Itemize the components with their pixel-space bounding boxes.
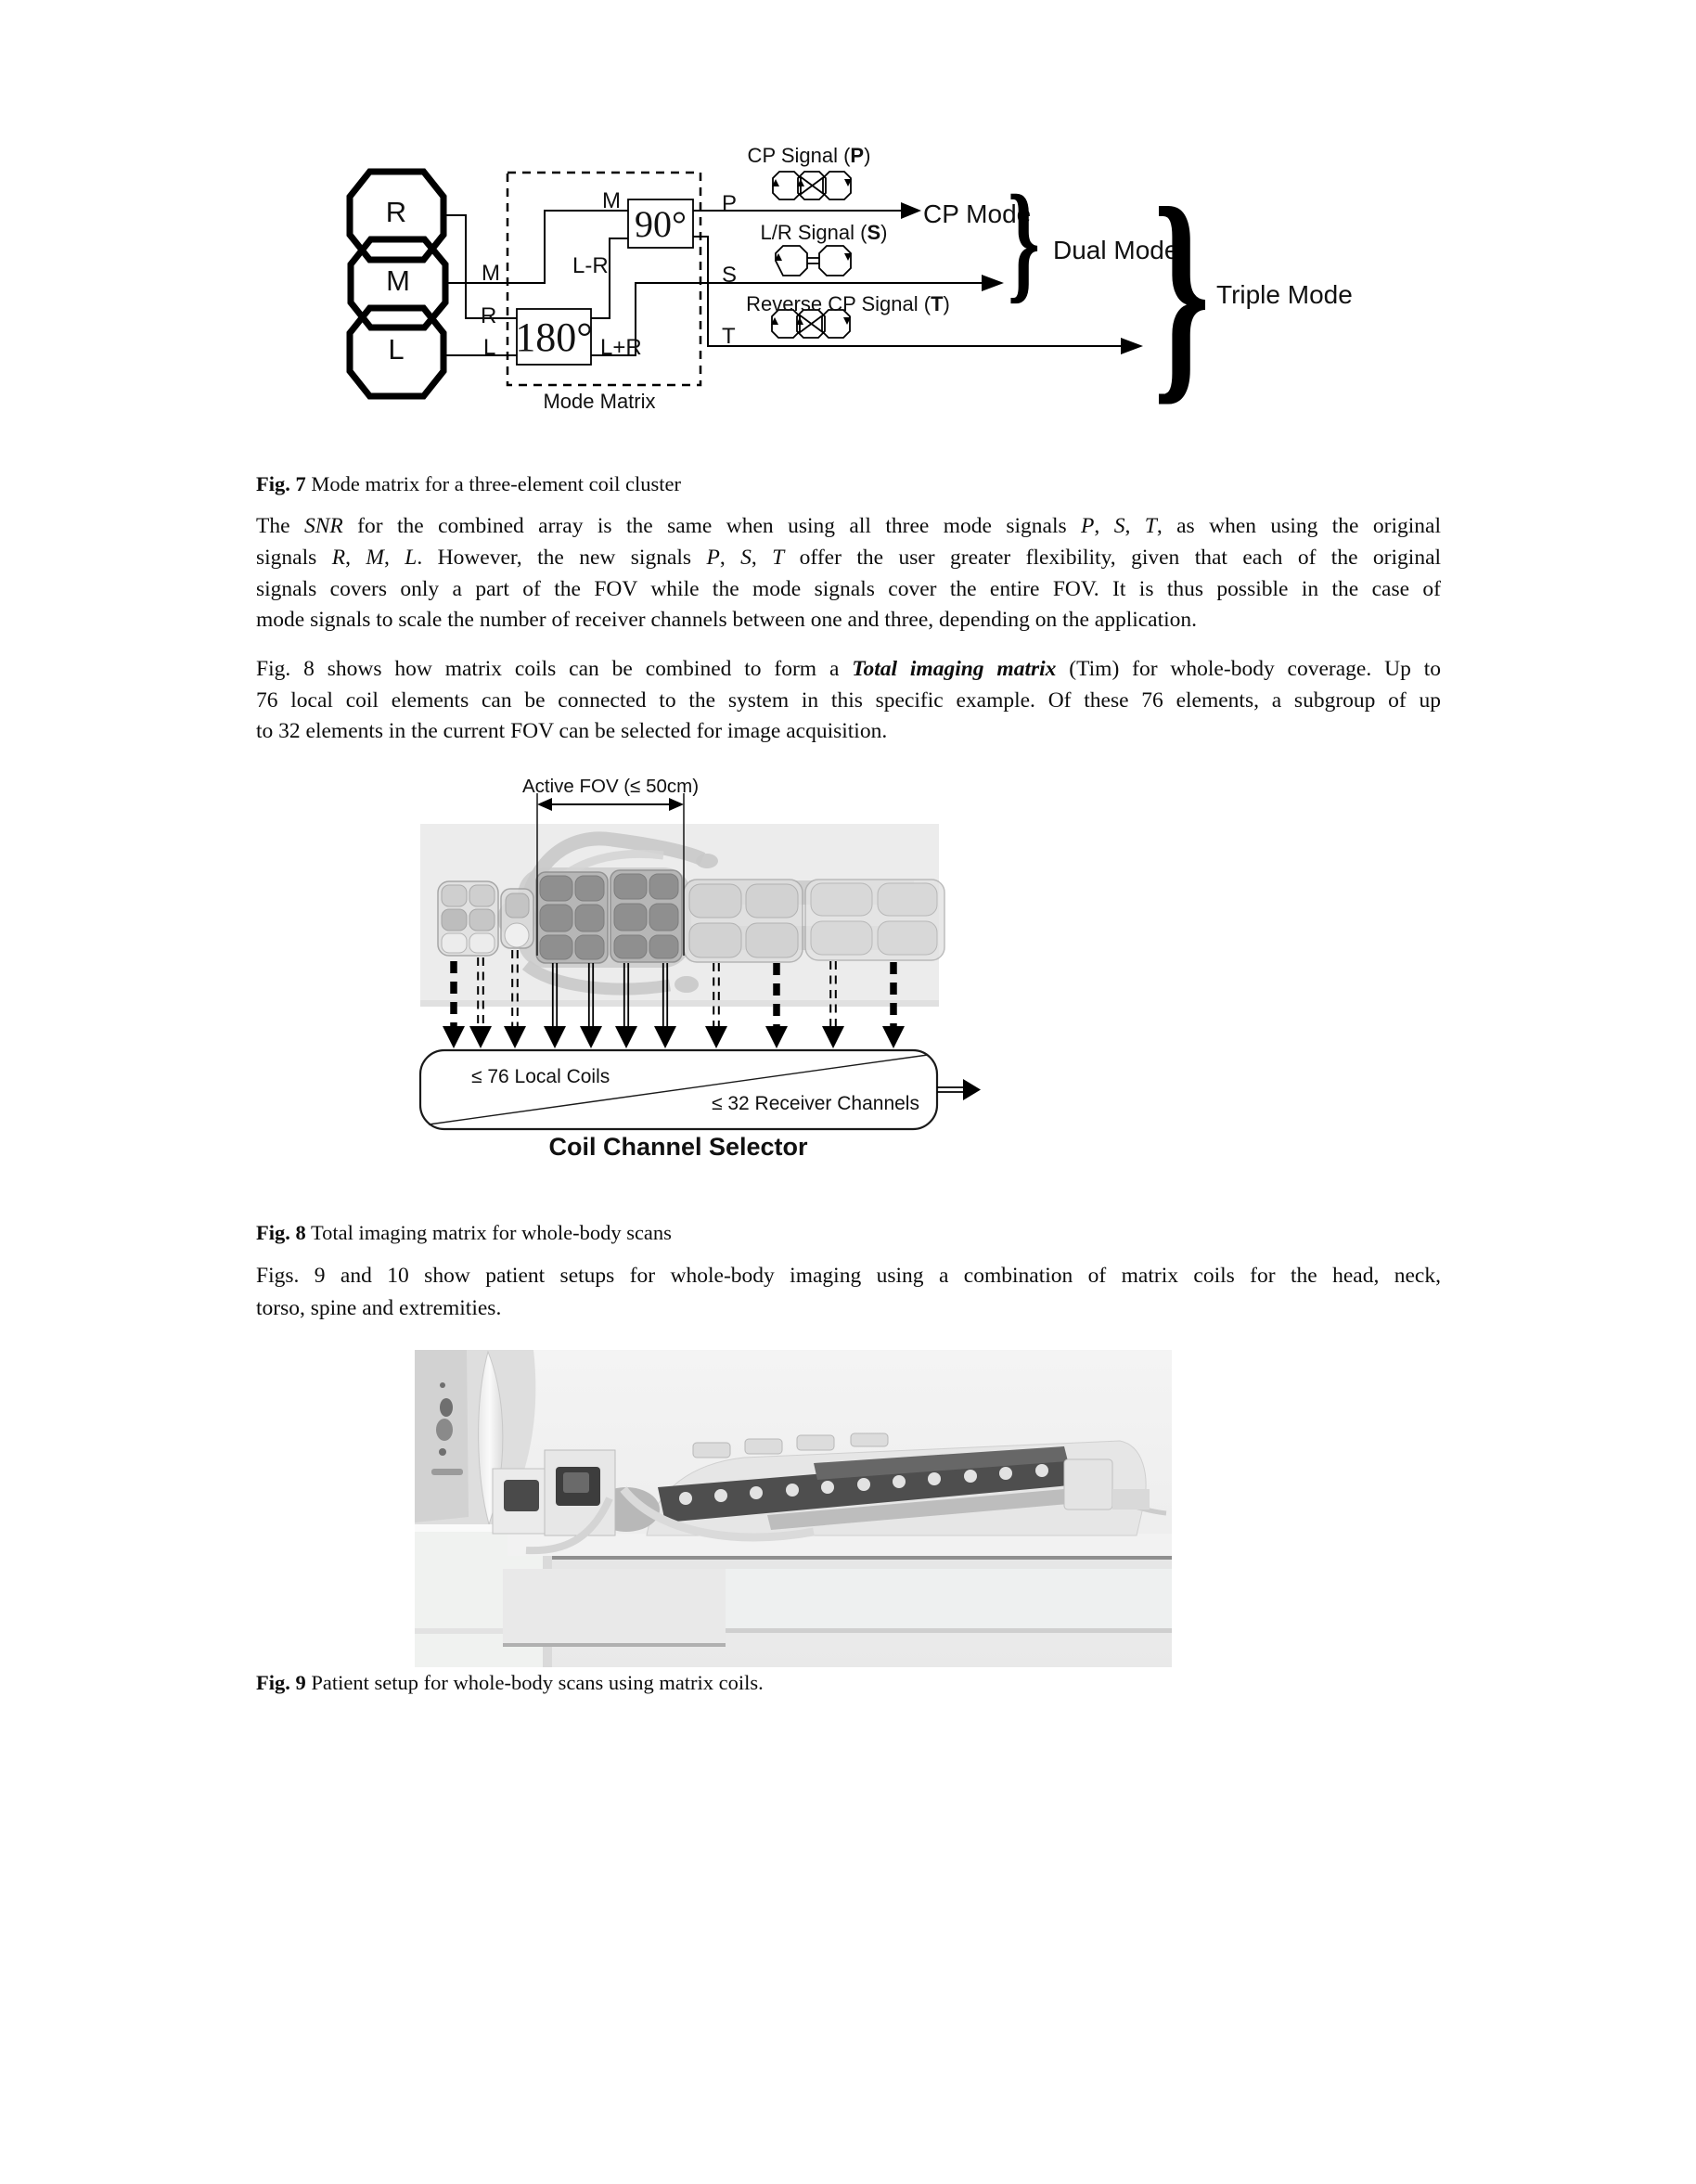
arrowheads [443, 1026, 905, 1048]
selector-output-arrow [937, 1079, 981, 1100]
fig7-caption: Fig. 7 Mode matrix for a three-element coil cluster [256, 472, 681, 495]
foot-end-fitting [1112, 1489, 1150, 1510]
cp-signal-icon [772, 172, 852, 199]
paragraph-line: torso, spine and extremities. [256, 1296, 502, 1320]
out-p-label: P [722, 191, 738, 216]
wire-r-out-label: R [481, 303, 497, 328]
torso-matrix-coil-b [610, 870, 682, 962]
coil-channel-selector-title: Coil Channel Selector [548, 1133, 808, 1161]
active-fov-arrow [537, 798, 684, 811]
paragraph-line: Figs. 9 and 10 show patient setups for whole-body imaging using a combination of matrix coils for the head, neck, [256, 1264, 1441, 1288]
reverse-cp-signal-label: Reverse CP Signal (T) [746, 292, 950, 315]
lr-signal-label: L/R Signal (S) [760, 221, 888, 244]
wire-l-minus-r-label: L-R [572, 253, 609, 278]
receiver-channels-label: ≤ 32 Receiver Channels [712, 1093, 919, 1114]
paragraph-line: mode signals to scale the number of receiver channels between one and three, depending on the application. [256, 608, 1198, 633]
paragraph-line: 76 local coil elements can be connected to the system in this specific example. Of these 76 elements, a subgroup of up [256, 687, 1441, 713]
coil-r-label: R [385, 196, 407, 228]
coil-m-label: M [386, 264, 410, 297]
dual-mode-brace: } [1008, 168, 1040, 315]
fig9-patient-setup-photo [415, 1350, 1172, 1667]
dual-mode-label: Dual Mode [1053, 236, 1179, 264]
paragraph-line: to 32 elements in the current FOV can be selected for image acquisition. [256, 719, 888, 743]
paragraph-line: signals covers only a part of the FOV while the mode signals cover the entire FOV. It is thus possible in the case of [256, 576, 1441, 601]
out-s-label: S [722, 263, 738, 288]
torso-matrix-coil-a [536, 872, 608, 963]
paragraph-line: Fig. 8 shows how matrix coils can be combined to form a Total imaging matrix (Tim) for whole-body coverage. Up to [256, 657, 1441, 681]
wire-m-out-label: M [482, 261, 500, 286]
neck-matrix-coil [501, 889, 533, 948]
paragraph-line: The SNR for the combined array is the same when using all three mode signals P, S, T, as when using the original [256, 514, 1441, 538]
head-matrix-coil [438, 881, 498, 956]
out-t-label: T [722, 324, 736, 349]
coil-l-label: L [388, 333, 405, 366]
triple-mode-label: Triple Mode [1216, 280, 1353, 309]
mode-matrix-label: Mode Matrix [543, 390, 656, 413]
paragraph-3 [256, 1260, 1441, 1325]
paragraph-line: signals R, M, L. However, the new signals P, S, T offer the user greater flexibility, given that each of the original [256, 545, 1442, 570]
patient-table [503, 1534, 1172, 1647]
cp-mode-label: CP Mode [923, 199, 1032, 228]
foot-end-box [1064, 1459, 1112, 1510]
lr-signal-icon [775, 246, 852, 276]
phase-90-label: 90° [635, 202, 687, 245]
active-fov-label: Active FOV (≤ 50cm) [521, 776, 700, 797]
cp-signal-label: CP Signal (P) [747, 144, 871, 167]
paragraph-1 [256, 511, 1441, 636]
triple-mode-brace: } [1153, 159, 1211, 424]
fig8-caption: Fig. 8 Total imaging matrix for whole-body scans [256, 1221, 672, 1244]
fig9-caption: Fig. 9 Patient setup for whole-body scans using matrix coils. [256, 1671, 764, 1694]
s-line-arrowhead [982, 275, 1004, 291]
t-line-arrowhead [1121, 338, 1143, 354]
wire-m-in-label: M [602, 188, 621, 213]
wire-l-out-label: L [483, 335, 496, 360]
p-line-arrowhead [901, 202, 921, 219]
coil-channel-selector-box [420, 1050, 937, 1129]
table-panel-shade [420, 1000, 939, 1007]
leg-matrix-coil-b [805, 880, 944, 960]
leg-matrix-coil-a [684, 880, 803, 962]
local-coils-label: ≤ 76 Local Coils [471, 1066, 610, 1087]
paragraph-2 [256, 654, 1441, 748]
wire-l-plus-r-label: L+R [600, 335, 642, 360]
phase-180-label: 180° [515, 314, 593, 360]
